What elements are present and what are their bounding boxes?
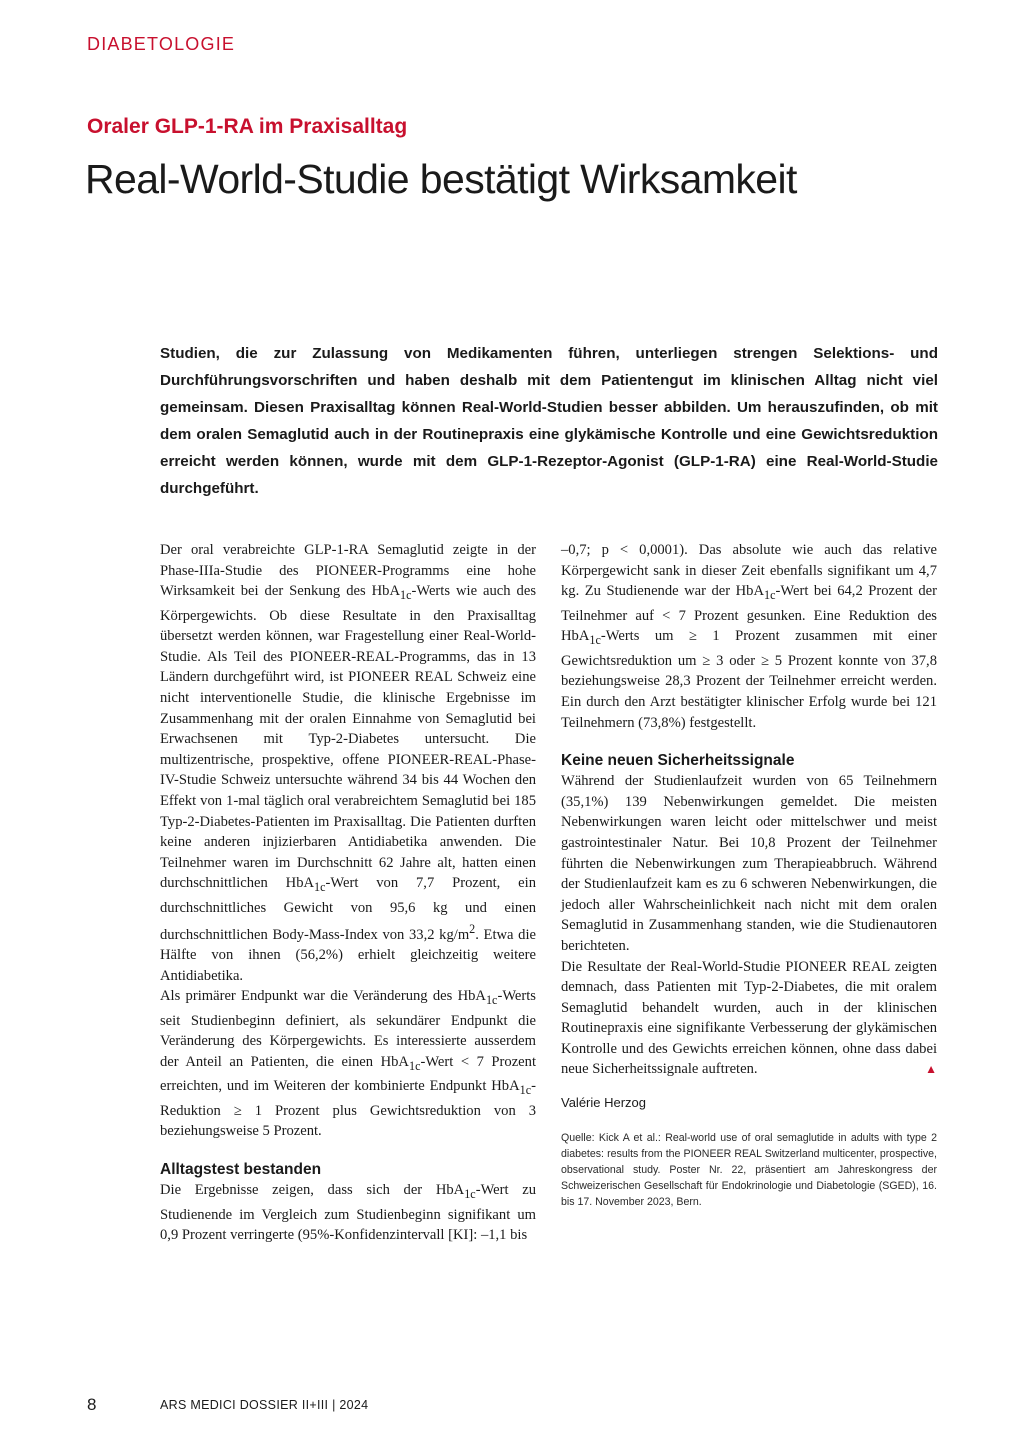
body-paragraph: Während der Studienlaufzeit wurden von 65 Teilnehmern (35,1%) 139 Nebenwirkungen gemeldet. Die meisten Nebenwirkungen waren leicht oder mittelschwer und meist gastrointestinaler Natur. Bei 10,8 Prozent der Teilnehmer führten die Nebenwirkungen zum Therapieabbruch. Während der Studienlaufzeit kam es zu 6 schweren Nebenwirkungen, die jedoch aller Wahrscheinlichkeit nach nicht mit dem oralen Semaglutid in Zusammenhang standen, wie die Studienautoren berichteten. <box>561 773 937 954</box>
journal-footer: ARS MEDICI DOSSIER II+III | 2024 <box>160 1398 369 1412</box>
article-headline: Real-World-Studie bestätigt Wirksamkeit <box>85 156 797 202</box>
article-kicker: Oraler GLP-1-RA im Praxisalltag <box>87 115 408 138</box>
body-paragraph: Als primärer Endpunkt war die Veränderung des HbA$_{1c}$-Werts seit Studienbeginn definiert, als sekundärer Endpunkt die Veränderung des Körpergewichts. Es interessierte ausserdem der Anteil an Patienten, die einen HbA$_{1c}$-Wert < 7 Prozent erreichten, und im Weiteren der kombinierte Endpunkt HbA$_{1c}$-Reduktion ≥ 1 Prozent plus Gewichtsreduktion von 3 beziehungsweise 5 Prozent. <box>160 988 536 1140</box>
subheading-sicherheitssignale: Keine neuen Sicherheitssignale <box>561 752 795 770</box>
body-paragraph: Der oral verabreichte GLP-1-RA Semaglutid zeigte in der Phase-IIIa-Studie des PIONEER-Programms eine hohe Wirksamkeit bei der Senkung des HbA$_{1c}$-Werts wie auch des Körpergewichts. Ob diese Resultate in den Praxisalltag übersetzt werden können, war Fragestellung einer Real-World-Studie. Als Teil des PIONEER-REAL-Programms, das in 13 Ländern durchgeführt wird, ist PIONEER REAL Schweiz eine nicht interventionelle Studie, die klinische Ergebnisse im Zusammenhang mit der oralen Einnahme von Semaglutid bei Erwachsenen mit Typ-2-Diabetes untersucht. Die multizentrische, prospektive, offene PIONEER-REAL-Phase-IV-Studie Schweiz untersuchte während 34 bis 44 Wochen den Effekt von 1-mal täglich oral verabreichtem Semaglutid bei 185 Typ-2-Diabetes-Patienten im Praxisalltag. Die Patienten durften keine anderen injizierbaren Antidiabetika anwenden. Die Teilnehmer waren im Durchschnitt 62 Jahre alt, hatten einen durchschnittlichen HbA$_{1c}$-Wert von 7,7 Prozent, ein durchschnittliches Gewicht von 95,6 kg und einen durchschnittlichen Body-Mass-Index von 33,2 $kg/m^2$. Etwa die Hälfte von ihnen (56,2%) erhielt gleichzeitig weitere Antidiabetika. <box>160 542 537 984</box>
body-paragraph: Die Resultate der Real-World-Studie PIONEER REAL zeigten demnach, dass Patienten mit Typ-2-Diabetes, die mit oralem Semaglutid behandelt wurden, auch in der klinischen Routinepraxis eine signifikante Verbesserung der glykämischen Kontrolle und des Gewichts erreichen können, ohne dass dabei neue Sicherheitssignale auftreten. ▲ <box>561 957 937 1081</box>
end-mark-icon: ▲ <box>925 1062 937 1077</box>
body-paragraph: –0,7; p < 0,0001). Das absolute wie auch das relative Körpergewicht sank in dieser Zeit ebenfalls signifikant um 4,7 kg. Zu Studienende war der HbA$_{1c}$-Wert bei 64,2 Prozent der Teilnehmer auf < 7 Prozent gesunken. Eine Reduktion des HbA$_{1c}$-Werts um ≥ 1 Prozent zusammen mit einer Gewichtsreduktion um ≥ 3 oder ≥ 5 Prozent konnte von 37,8 beziehungsweise 28,3 Prozent der Teilnehmer erreicht werden. Ein durch den Arzt bestätigter klinischer Erfolg wurde bei 121 Teilnehmern (73,8%) festgestellt. <box>561 542 937 731</box>
body-column-right <box>561 540 937 1210</box>
page-number: 8 <box>87 1395 97 1414</box>
section-label: DIABETOLOGIE <box>87 34 236 54</box>
article-lead: Studien, die zur Zulassung von Medikamenten führen, unterliegen strengen Selektions- und Durchführungsvorschriften und haben deshalb mit dem Patientengut im klinischen Alltag nicht viel gemeinsam. Diesen Praxisalltag können Real-World-Studien besser abbilden. Um herauszufinden, ob mit dem oralen Semaglutid auch in der Routinepraxis eine glykämische Kontrolle und eine Gewichtsreduktion erreicht werden können, wurde mit dem GLP-1-Rezeptor-Agonist (GLP-1-RA) eine Real-World-Studie durchgeführt. <box>160 345 938 497</box>
body-paragraph: Die Ergebnisse zeigen, dass sich der HbA$_{1c}$-Wert zu Studienende im Vergleich zum Studienbeginn signifikant um 0,9 Prozent verringerte (95%-Konfidenzintervall [KI]: –1,1 bis <box>160 1182 536 1244</box>
source-citation: Quelle: Kick A et al.: Real-world use of oral semaglutide in adults with type 2 diabetes: results from the PIONEER REAL Switzerland multicenter, prospective, observational study. Poster Nr. 22, präsentiert am Jahreskongress der Schweizerischen Gesellschaft für Endokrinologie und Diabetologie (SGED), 16. bis 17. November 2023, Bern. <box>561 1132 937 1209</box>
subheading-alltagstest: Alltagstest bestanden <box>160 1161 322 1179</box>
body-column-left <box>160 540 536 1246</box>
author-name: Valérie Herzog <box>561 1095 647 1111</box>
